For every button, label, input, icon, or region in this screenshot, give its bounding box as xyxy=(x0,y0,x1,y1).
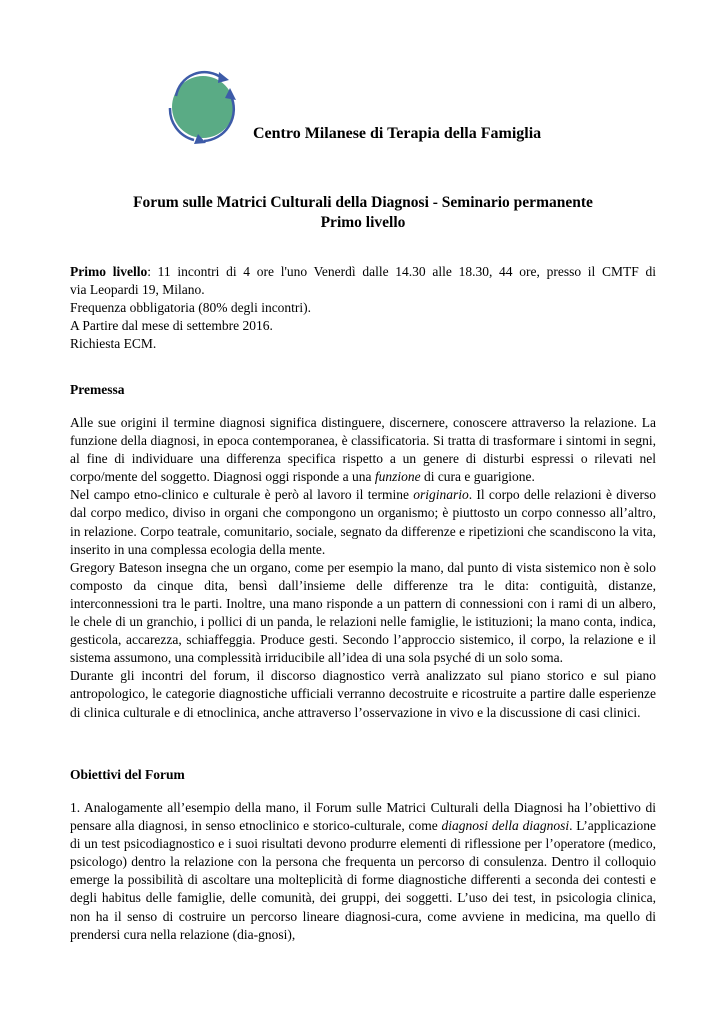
premessa-paragraph: Gregory Bateson insegna che un organo, come per esempio la mano, dal punto di vista sistemico non è solo composto da cinque dita, bensì dall’insieme delle differenze tra le dita: contiguità, distanze, interconnessioni tra le parti. Inoltre, una mano risponde a un pattern di connessioni con i rami di un albero, le chele di un granchio, i pollici di un panda, le relazioni nelle famiglie, le istituzioni; la mano conta, indica, gesticola, accarezza, schiaffeggia. Produce gesti. Secondo l’approccio sistemico, il corpo, la relazione e il sistema assumono, una complessità irriducibile all’idea di una sola psyché di un solo soma. xyxy=(70,559,656,666)
premessa-paragraph: Nel campo etno-clinico e culturale è però al lavoro il termine originario. Il corpo delle relazioni è diverso dal corpo medico, diviso in organi che compongono un organismo; è piuttosto un corpo connesso all’altro, in relazione. Corpo teatrale, comunitario, sociale, segnato da differenze e ripetizioni che scandiscono la vita, inserito in una complessa ecologia della mente. xyxy=(70,487,656,557)
info-line-1 xyxy=(70,263,656,281)
obiettivi-paragraph: 1. Analogamente all’esempio della mano, il Forum sulle Matrici Culturali della Diagnosi ha l’obiettivo di pensare alla diagnosi, in senso etnoclinico e storico-culturale, come diagnosi della diagnosi. L’applicazione di un test psicodiagnostico e i suoi risultati devono produrre elementi di riflessione per l’operatore (medico, psicologo) dentro la relazione con la persona che frequenta un percorso di consulenza. Dentro il colloquio emerge la possibilità di ascoltare una molteplicità di forme diagnostiche differenti a seconda dei contesti e degli habitus delle famiglie, delle comunità, dei gruppi, dei soggetti. L’uso dei test, in psicologia clinica, non ha il senso di costruire un percorso lineare diagnosi-cura, come avviene in medicina, ma quello di prendersi cura nella relazione (dia-gnosi), xyxy=(70,800,656,942)
obiettivi-heading: Obiettivi del Forum xyxy=(70,767,185,782)
info-line-3: Frequenza obbligatoria (80% degli incontri). xyxy=(70,300,312,315)
info-line-4: A Partire dal mese di settembre 2016. xyxy=(70,318,273,333)
logo-arrowhead-top xyxy=(218,72,229,83)
premessa-body xyxy=(70,414,656,722)
obiettivi-body xyxy=(70,799,656,944)
premessa-paragraph: Durante gli incontri del forum, il discorso diagnostico verrà analizzato sul piano storico e sul piano antropologico, le categorie diagnostiche ufficiali verranno decostruite e ricostruite a partire dalle esperienze di clinica culturale e di etnoclinica, anche attraverso l’osservazione in vivo e la discussione di casi clinici. xyxy=(70,668,656,720)
course-info xyxy=(70,263,656,353)
info-line-2: via Leopardi 19, Milano. xyxy=(70,282,205,297)
info-line-1-text: : 11 incontri di 4 ore l'uno Venerdì dalle 14.30 alle 18.30, 44 ore, presso il CMTF di xyxy=(147,264,656,279)
logo-icon xyxy=(164,68,242,146)
org-title: Centro Milanese di Terapia della Famiglia xyxy=(253,125,542,142)
premessa-paragraph: Alle sue origini il termine diagnosi significa distinguere, discernere, conoscere attraverso la relazione. La funzione della diagnosi, in epoca contemporanea, è classificatoria. Si tratta di trasformare i sintomi in segni, al fine di individuare una differenza specifica rispetto a un genere di disturbi espressi o rilevati nel corpo/mente del soggetto. Diagnosi oggi risponde a una funzione di cura e guarigione. xyxy=(70,415,656,485)
forum-title xyxy=(70,193,656,233)
forum-title-line: Forum sulle Matrici Culturali della Diagnosi - Seminario permanente xyxy=(133,194,593,211)
forum-subtitle: Primo livello xyxy=(320,214,406,231)
info-label: Primo livello xyxy=(70,264,148,279)
info-line-5: Richiesta ECM. xyxy=(70,336,157,351)
premessa-heading: Premessa xyxy=(70,382,125,397)
